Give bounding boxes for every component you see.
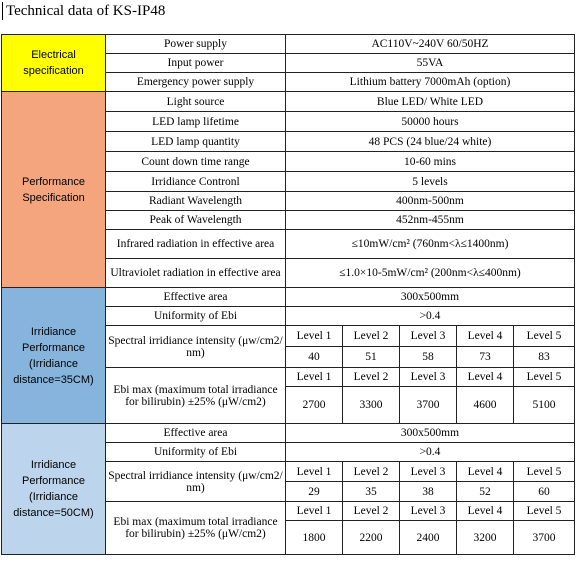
level-value: 1800 <box>286 521 343 555</box>
row-label: Uniformity of Ebi <box>106 307 286 326</box>
table-row <box>2 35 575 54</box>
level-header: Level 2 <box>343 368 400 387</box>
level-header: Level 5 <box>514 502 575 521</box>
row-value: 5 levels <box>286 172 575 192</box>
row-value: 452nm-455nm <box>286 211 575 230</box>
level-header: Level 1 <box>286 326 343 347</box>
row-label: Emergency power supply <box>106 73 286 92</box>
row-label: Count down time range <box>106 152 286 172</box>
row-value: ≤10mW/cm² (760nm<λ≤1400nm) <box>286 230 575 259</box>
level-value: 58 <box>400 347 457 368</box>
row-label: Light source <box>106 92 286 112</box>
row-label: Ebi max (maximum total irradiance for bilirubin) ±25% (μW/cm2) <box>106 368 286 424</box>
row-label: Radiant Wavelength <box>106 192 286 211</box>
level-header: Level 4 <box>457 368 514 387</box>
row-value: 300x500mm <box>286 288 575 307</box>
level-header: Level 4 <box>457 326 514 347</box>
spec-table <box>1 34 575 555</box>
row-label: Spectral irridiance intensity (μw/cm2/ nm) <box>106 326 286 368</box>
row-value: 48 PCS (24 blue/24 white) <box>286 132 575 152</box>
level-value: 51 <box>343 347 400 368</box>
row-value: ≤1.0×10-5mW/cm² (200nm<λ≤400nm) <box>286 259 575 288</box>
level-header: Level 1 <box>286 368 343 387</box>
level-header: Level 5 <box>514 368 575 387</box>
row-label: Uniformity of Ebi <box>106 443 286 462</box>
row-label: Infrared radiation in effective area <box>106 230 286 259</box>
row-value: 400nm-500nm <box>286 192 575 211</box>
row-value: AC110V~240V 60/50HZ <box>286 35 575 54</box>
row-value: Blue LED/ White LED <box>286 92 575 112</box>
row-label: Ebi max (maximum total irradiance for bilirubin) ±25% (μW/cm2) <box>106 502 286 555</box>
row-label: Input power <box>106 54 286 73</box>
table-row <box>2 424 575 443</box>
page-title: Technical data of KS-IP48 <box>2 2 165 20</box>
row-value: 300x500mm <box>286 424 575 443</box>
level-value: 52 <box>457 482 514 502</box>
level-value: 73 <box>457 347 514 368</box>
table-row <box>2 92 575 112</box>
level-header: Level 2 <box>343 502 400 521</box>
row-label: LED lamp quantity <box>106 132 286 152</box>
row-value: >0.4 <box>286 307 575 326</box>
level-value: 3700 <box>400 387 457 424</box>
level-header: Level 1 <box>286 502 343 521</box>
row-value: 50000 hours <box>286 112 575 132</box>
row-value: 55VA <box>286 54 575 73</box>
level-header: Level 3 <box>400 368 457 387</box>
level-value: 83 <box>514 347 575 368</box>
level-header: Level 3 <box>400 326 457 347</box>
level-header: Level 2 <box>343 462 400 482</box>
level-value: 40 <box>286 347 343 368</box>
level-value: 5100 <box>514 387 575 424</box>
section-performance: Performance Specification <box>2 92 106 288</box>
row-label: Ultraviolet radiation in effective area <box>106 259 286 288</box>
level-value: 2400 <box>400 521 457 555</box>
level-header: Level 1 <box>286 462 343 482</box>
level-value: 35 <box>343 482 400 502</box>
level-header: Level 5 <box>514 462 575 482</box>
level-value: 38 <box>400 482 457 502</box>
row-value: 10-60 mins <box>286 152 575 172</box>
level-value: 60 <box>514 482 575 502</box>
level-value: 4600 <box>457 387 514 424</box>
section-irr50: Irridiance Performance (Irridiance distance=50CM) <box>2 424 106 555</box>
level-value: 3300 <box>343 387 400 424</box>
row-value: >0.4 <box>286 443 575 462</box>
row-label: Spectral irridiance intensity (μw/cm2/ nm) <box>106 462 286 502</box>
level-header: Level 4 <box>457 502 514 521</box>
level-value: 2700 <box>286 387 343 424</box>
level-value: 3700 <box>514 521 575 555</box>
row-label: Irridiance Contronl <box>106 172 286 192</box>
level-header: Level 4 <box>457 462 514 482</box>
row-label: LED lamp lifetime <box>106 112 286 132</box>
level-value: 29 <box>286 482 343 502</box>
row-label: Effective area <box>106 424 286 443</box>
section-electrical: Electrical specification <box>2 35 106 92</box>
section-irr35: Irridiance Performance (Irridiance distance=35CM) <box>2 288 106 424</box>
row-label: Power supply <box>106 35 286 54</box>
level-value: 3200 <box>457 521 514 555</box>
table-row <box>2 288 575 307</box>
row-value: Lithium battery 7000mAh (option) <box>286 73 575 92</box>
level-header: Level 3 <box>400 462 457 482</box>
level-header: Level 2 <box>343 326 400 347</box>
row-label: Peak of Wavelength <box>106 211 286 230</box>
level-value: 2200 <box>343 521 400 555</box>
row-label: Effective area <box>106 288 286 307</box>
level-header: Level 3 <box>400 502 457 521</box>
level-header: Level 5 <box>514 326 575 347</box>
